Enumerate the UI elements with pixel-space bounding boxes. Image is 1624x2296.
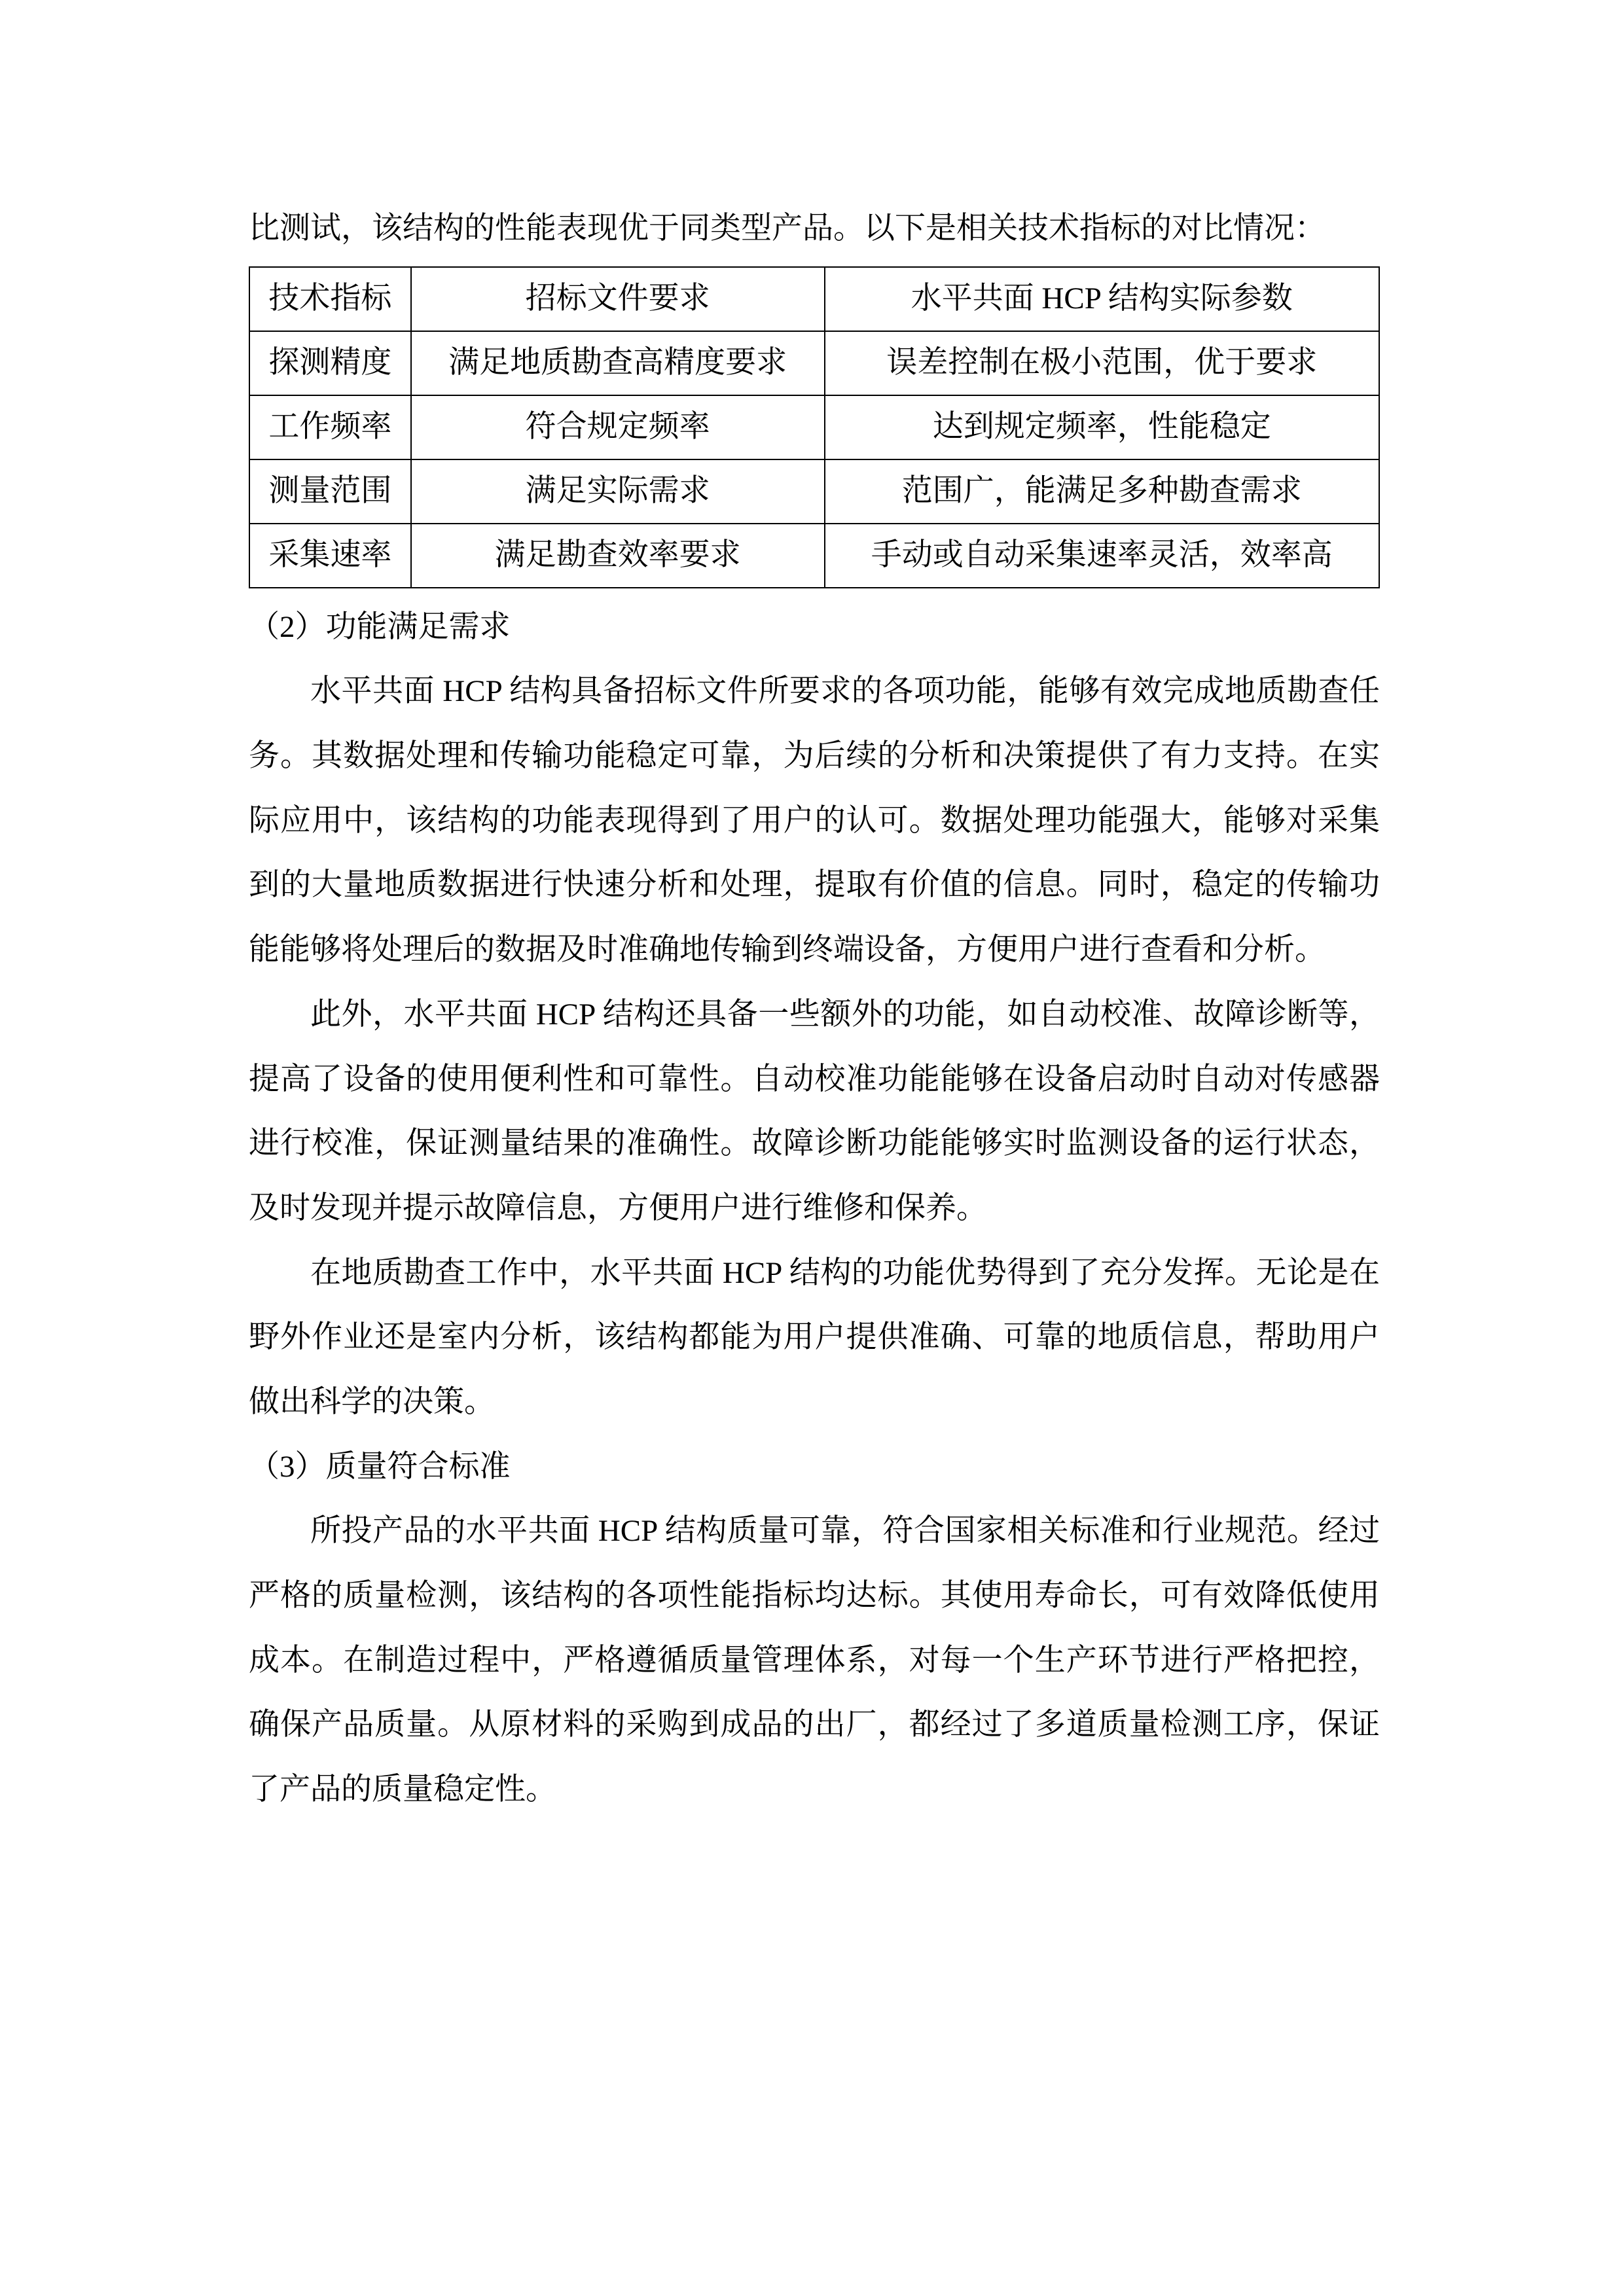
table-row [249,331,1379,395]
paragraph-function-1: 水平共面 HCP 结构具备招标文件所要求的各项功能，能够有效完成地质勘查任务。其数据处理和传输功能稳定可靠，为后续的分析和决策提供了有力支持。在实际应用中，该结构的功能表现得到了用户的认可。数据处理功能强大，能够对采集到的大量地质数据进行快速分析和处理，提取有价值的信息。同时，稳定的传输功能能够将处理后的数据及时准确地传输到终端设备，方便用户进行查看和分析。 [249,674,1380,967]
comparison-table [249,266,1380,588]
heading-function-requirements: （2）功能满足需求 [249,609,511,644]
table-cell: 满足实际需求 [411,459,825,524]
table-row [249,459,1379,524]
table-cell: 符合规定频率 [411,395,825,459]
paragraph-function-3: 在地质勘查工作中，水平共面 HCP 结构的功能优势得到了充分发挥。无论是在野外作业还是室内分析，该结构都能为用户提供准确、可靠的地质信息，帮助用户做出科学的决策。 [249,1255,1380,1419]
table-cell: 范围广，能满足多种勘查需求 [825,459,1379,524]
paragraph-quality-1: 所投产品的水平共面 HCP 结构质量可靠，符合国家相关标准和行业规范。经过严格的质量检测，该结构的各项性能指标均达标。其使用寿命长，可有效降低使用成本。在制造过程中，严格遵循质量管理体系，对每一个生产环节进行严格把控，确保产品质量。从原材料的采购到成品的出厂，都经过了多道质量检测工序，保证了产品的质量稳定性。 [249,1514,1380,1807]
table-cell: 满足地质勘查高精度要求 [411,331,825,395]
table-row [249,524,1379,588]
table-cell: 达到规定频率，性能稳定 [825,395,1379,459]
table-cell: 探测精度 [249,331,411,395]
intro-paragraph: 比测试，该结构的性能表现优于同类型产品。以下是相关技术指标的对比情况： [249,211,1326,245]
table-cell: 误差控制在极小范围，优于要求 [825,331,1379,395]
table-header-cell-requirement: 招标文件要求 [411,267,825,331]
table-header-cell-indicator: 技术指标 [249,267,411,331]
table-cell: 手动或自动采集速率灵活，效率高 [825,524,1379,588]
table-row [249,395,1379,459]
paragraph-function-2: 此外，水平共面 HCP 结构还具备一些额外的功能，如自动校准、故障诊断等，提高了设备的使用便利性和可靠性。自动校准功能能够在设备启动时自动对传感器进行校准，保证测量结果的准确性。故障诊断功能能够实时监测设备的运行状态，及时发现并提示故障信息，方便用户进行维修和保养。 [249,997,1380,1225]
table-cell: 工作频率 [249,395,411,459]
table-cell: 满足勘查效率要求 [411,524,825,588]
table-header-row [249,267,1379,331]
table-cell: 测量范围 [249,459,411,524]
heading-quality-standard: （3）质量符合标准 [249,1449,511,1484]
table-cell: 采集速率 [249,524,411,588]
table-header-cell-actual: 水平共面 HCP 结构实际参数 [825,267,1379,331]
document-body [249,196,1380,1822]
